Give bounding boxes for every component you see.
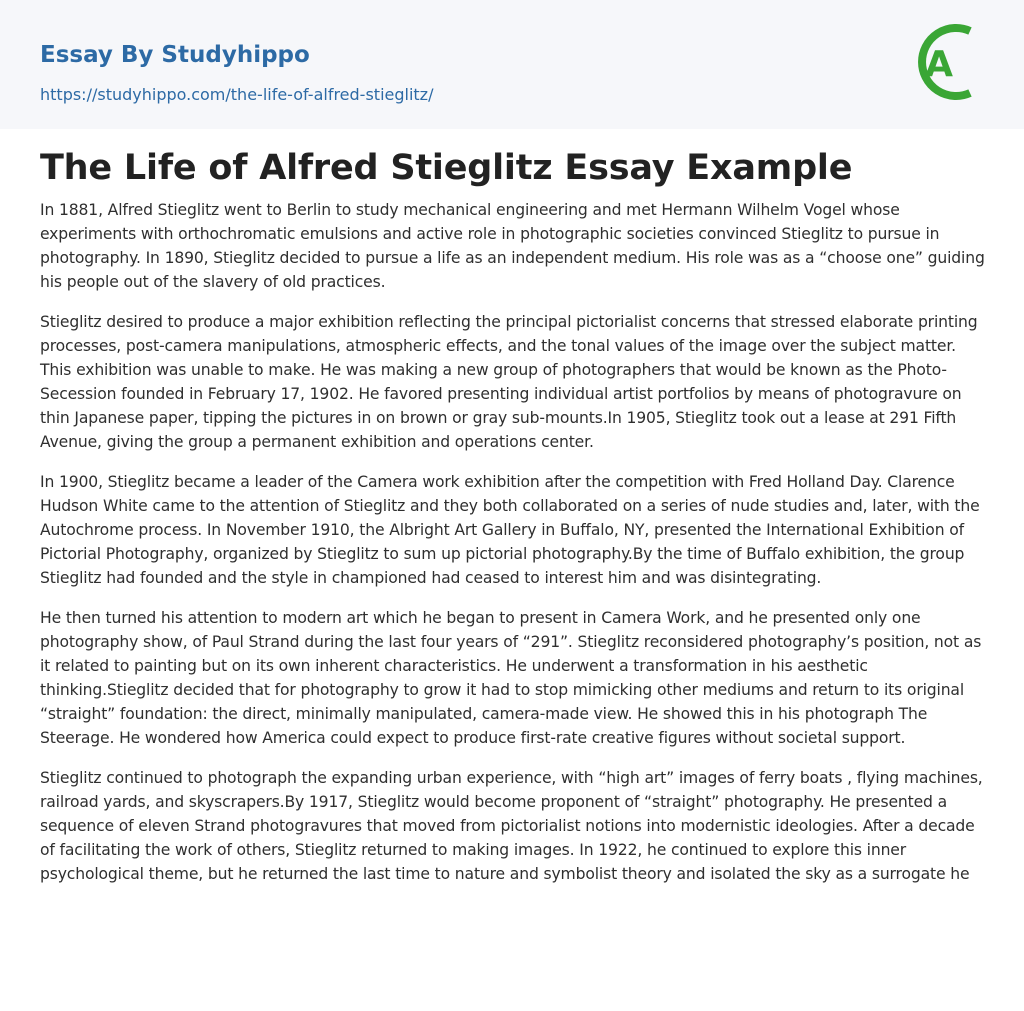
paragraph: In 1881, Alfred Stieglitz went to Berlin to study mechanical engineering and met Hermann Wilhelm Vogel whose experiments with orthochromatic emulsions and active role in photographic societies convinced Stieglitz to pursue in photography. In 1890, Stieglitz decided to pursue a life as an independent medium. His role was as a “choose one” guiding his people out of the slavery of old practices.: [40, 201, 985, 291]
paragraph: In 1900, Stieglitz became a leader of the Camera work exhibition after the competition with Fred Holland Day. Clarence Hudson White came to the attention of Stieglitz and they both collaborated on a series of nude studies and, later, with the Autochrome process. In November 1910, the Albright Art Gallery in Buffalo, NY, presented the International Exhibition of Pictorial Photography, organized by Stieglitz to sum up pictorial photography.By the time of Buffalo exhibition, the group Stieglitz had founded and the style in championed had ceased to interest him and was disintegrating.: [40, 473, 980, 587]
logo-letter: A: [925, 44, 953, 85]
site-brand[interactable]: Essay By Studyhippo: [40, 42, 310, 68]
studyhippo-logo-icon[interactable]: [912, 19, 986, 105]
paragraph: Stieglitz continued to photograph the expanding urban experience, with “high art” images of ferry boats , flying machines, railroad yards, and skyscrapers.By 1917, Stieglitz would become proponent of “straight” photography. He presented a sequence of eleven Strand photogravures that moved from pictorialist notions into modernistic ideologies. After a decade of facilitating the work of others, Stieglitz returned to making images. In 1922, he continued to explore this inner psychological theme, but he returned the last time to nature and symbolist theory and isolated the sky as a surrogate he: [40, 769, 983, 883]
paragraph: He then turned his attention to modern art which he began to present in Camera Work, and he presented only one photography show, of Paul Strand during the last four years of “291”. Stieglitz reconsidered photography’s position, not as it related to painting but on its own inherent characteristics. He underwent a transformation in his aesthetic thinking.Stieglitz decided that for photography to grow it had to stop mimicking other mediums and return to its original “straight” foundation: the direct, minimally manipulated, camera-made view. He showed this in his photograph The Steerage. He wondered how America could expect to produce first-rate creative figures without societal support.: [40, 609, 982, 747]
source-url-link[interactable]: https://studyhippo.com/the-life-of-alfred-stieglitz/: [40, 85, 434, 104]
page-header: [0, 0, 1024, 129]
article-body: [40, 146, 986, 902]
page-title: The Life of Alfred Stieglitz Essay Example: [40, 148, 853, 188]
paragraph: Stieglitz desired to produce a major exhibition reflecting the principal pictorialist concerns that stressed elaborate printing processes, post-camera manipulations, atmospheric effects, and the tonal values of the image over the subject matter. This exhibition was unable to make. He was making a new group of photographers that would be known as the Photo-Secession founded in February 17, 1902. He favored presenting individual artist portfolios by means of photogravure on thin Japanese paper, tipping the pictures in on brown or gray sub-mounts.In 1905, Stieglitz took out a lease at 291 Fifth Avenue, giving the group a permanent exhibition and operations center.: [40, 313, 978, 451]
